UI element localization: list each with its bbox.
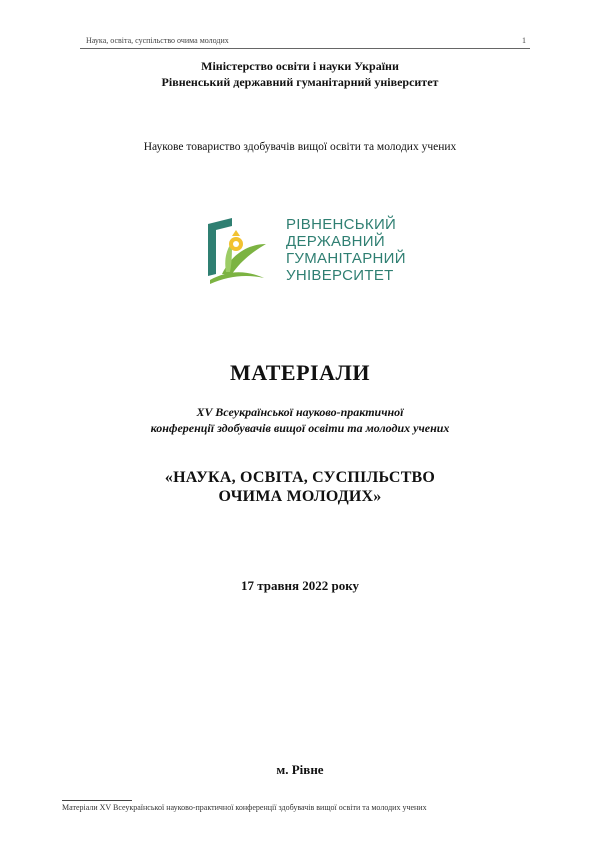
- theme-line: «НАУКА, ОСВІТА, СУСПІЛЬСТВО: [164, 469, 436, 486]
- document-title: МАТЕРІАЛИ: [230, 360, 370, 385]
- running-header: [80, 36, 530, 49]
- university-name: Рівненський державний гуманітарний університет: [161, 75, 439, 89]
- logo-line: ГУМАНІТАРНИЙ: [286, 250, 406, 267]
- footer-note: Матеріали XV Всеукраїнської науково-практичної конференції здобувачів вищої освіти та молодих учених: [62, 803, 427, 812]
- page-number: 1: [522, 36, 526, 45]
- city: м. Рівне: [276, 762, 324, 777]
- logo-wordmark: [286, 216, 406, 284]
- subtitle-line: XV Всеукраїнської науково-практичної: [196, 405, 404, 419]
- logo-emblem-icon: [202, 214, 282, 288]
- ministry-name: Міністерство освіти і науки України: [201, 59, 399, 73]
- running-header-title: Наука, освіта, суспільство очима молодих: [86, 36, 229, 45]
- footer-divider: [62, 800, 132, 801]
- logo-line: УНІВЕРСИТЕТ: [286, 267, 394, 284]
- logo-line: РІВНЕНСЬКИЙ: [286, 216, 397, 233]
- university-logo: [202, 214, 442, 294]
- conference-subtitle: [0, 404, 600, 436]
- logo-line: ДЕРЖАВНИЙ: [286, 233, 385, 250]
- theme-line: ОЧИМА МОЛОДИХ»: [218, 488, 382, 505]
- society-name: Наукове товариство здобувачів вищої освіти та молодих учених: [143, 141, 457, 153]
- conference-date: 17 травня 2022 року: [240, 578, 360, 593]
- subtitle-line: конференції здобувачів вищої освіти та молодих учених: [150, 421, 450, 435]
- conference-theme: [0, 468, 600, 506]
- ministry-block: [0, 58, 600, 90]
